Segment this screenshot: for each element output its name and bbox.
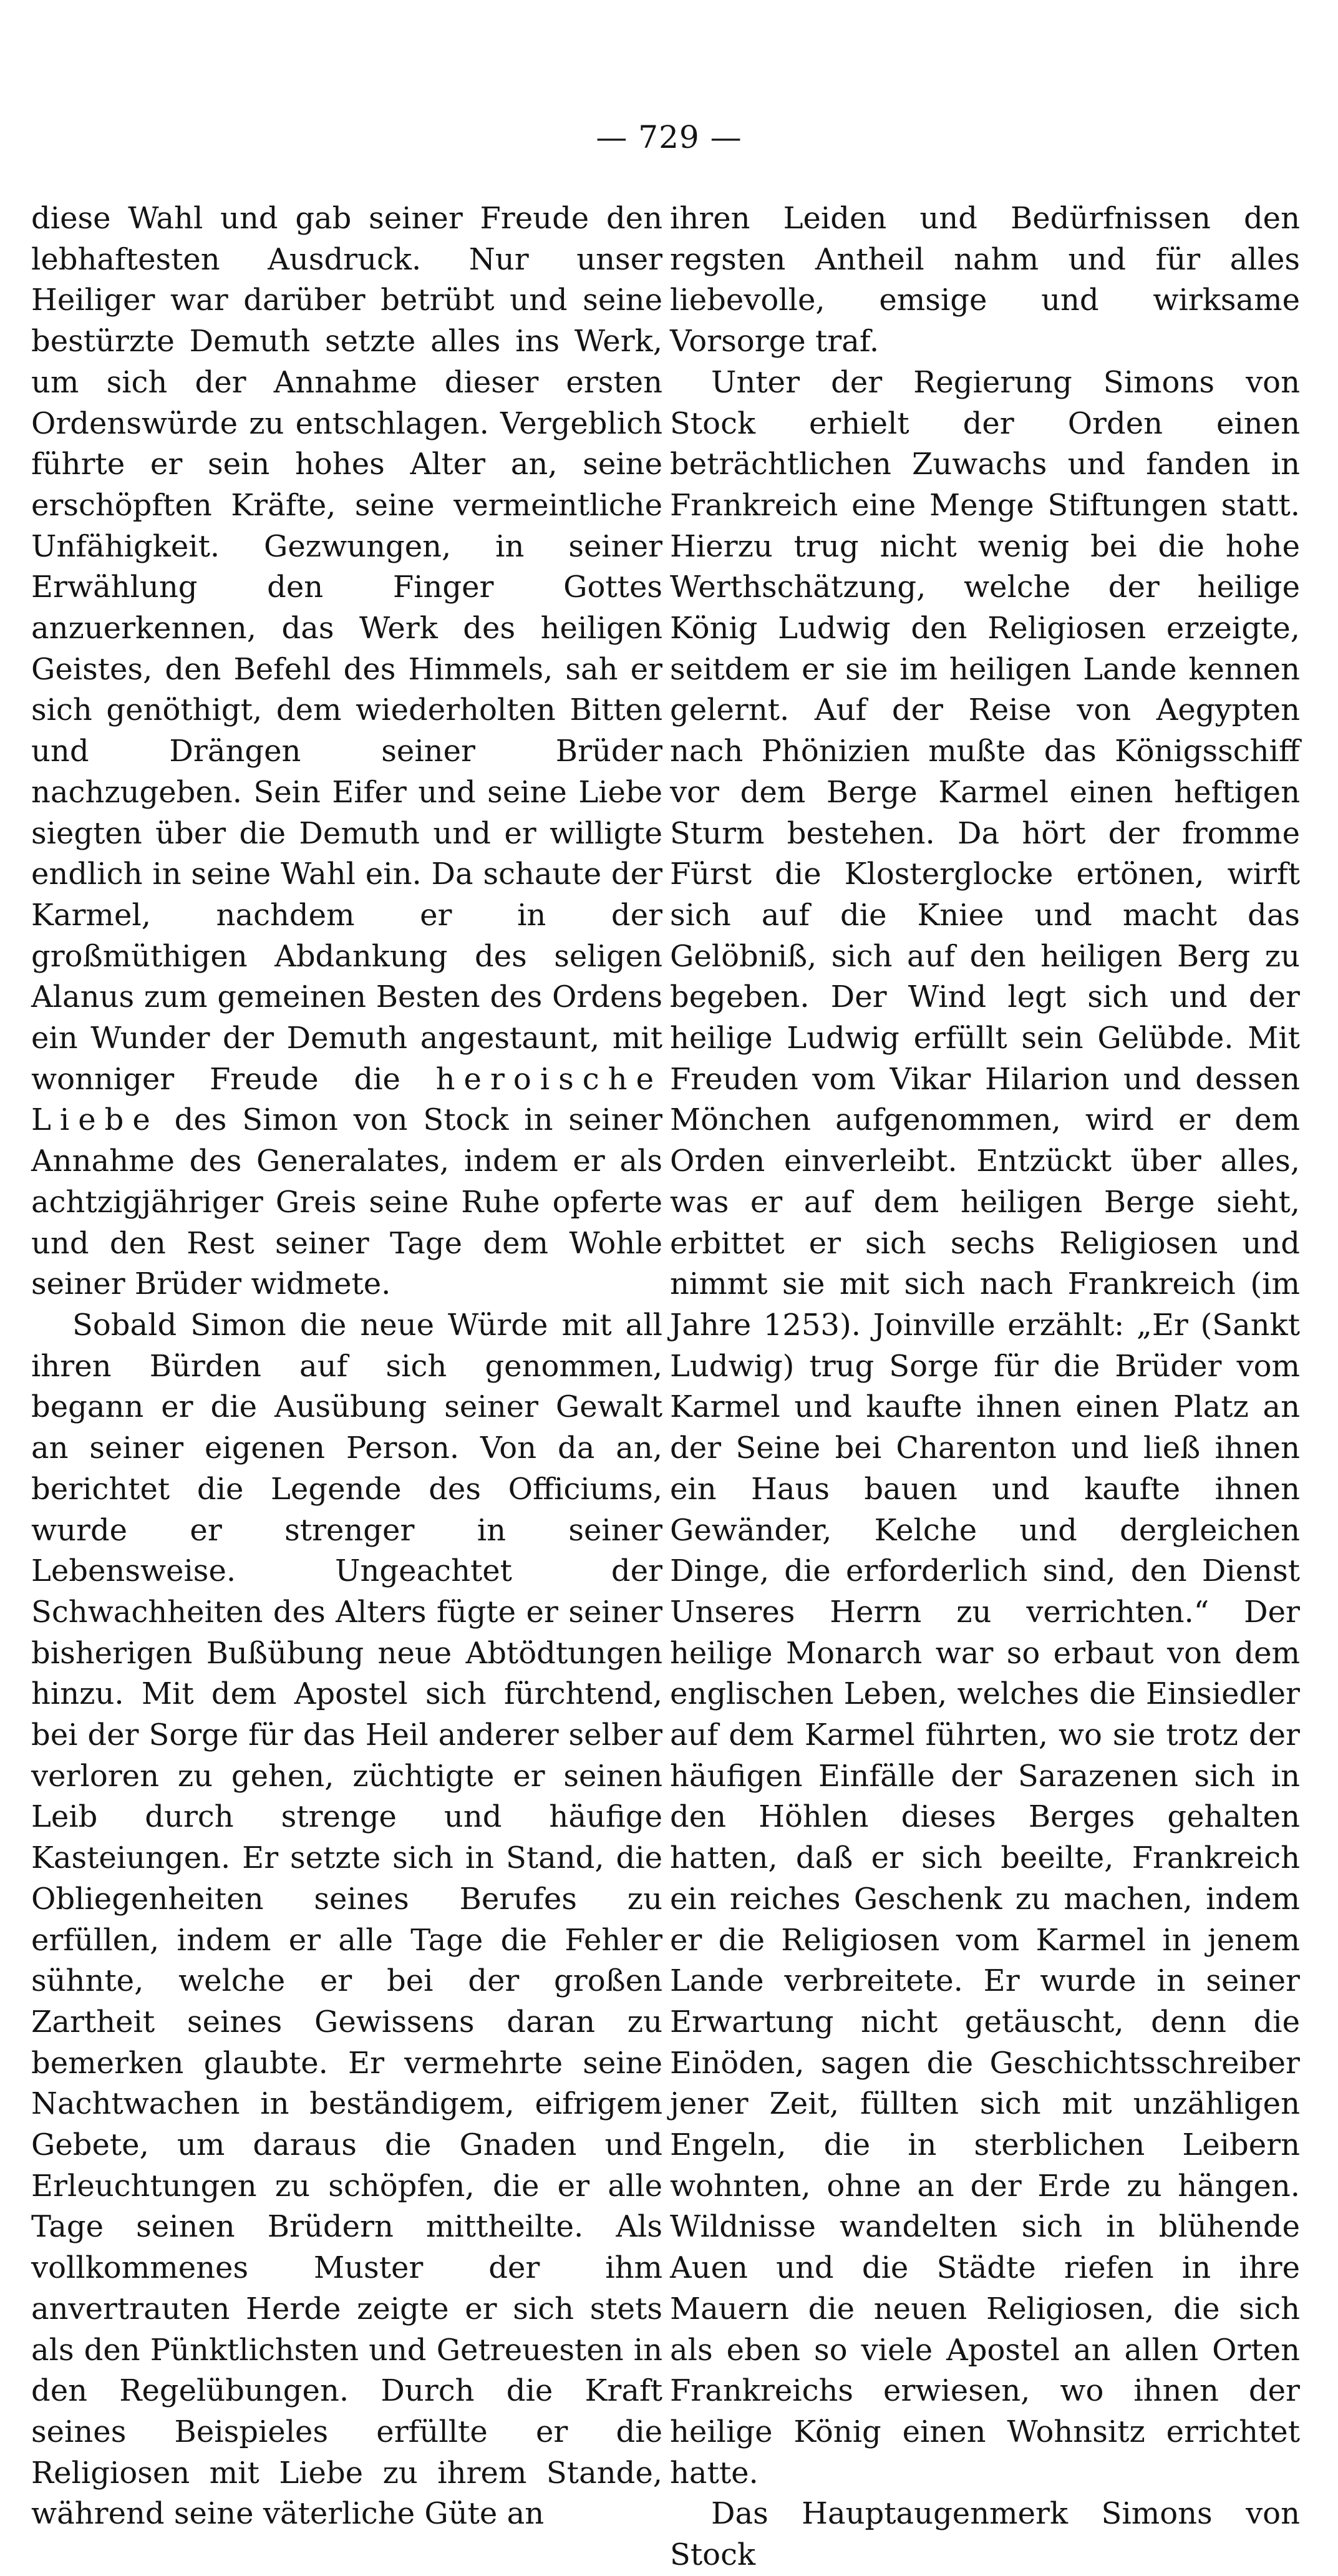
right-column (670, 198, 1300, 2576)
left-paragraph-2: Sobald Simon die neue Würde mit all ihren Bürden auf sich genommen, begann er die Ausübung seiner Gewalt an seiner eigenen Person. Von da an, berichtet die Legende des Officiums, wurde er strenger in seiner Lebensweise. Ungeachtet der Schwachheiten des Alters fügte er seiner bisherigen Bußübung neue Abtödtungen hinzu. Mit dem Apostel sich fürchtend, bei der Sorge für das Heil anderer selber verloren zu gehen, züchtigte er seinen Leib durch strenge und häufige Kasteiungen. Er setzte sich in Stand, die Obliegenheiten seines Berufes zu erfüllen, indem er alle Tage die Fehler sühnte, welche er bei der großen Zartheit seines Gewissens daran zu bemerken glaubte. Er vermehrte seine Nachtwachen in beständigem, eifrigem Gebete, um daraus die Gnaden und Erleuchtungen zu schöpfen, die er alle Tage seinen Brüdern mittheilte. Als vollkommenes Muster der ihm anvertrauten Herde zeigte er sich stets als den Pünktlichsten und Getreuesten in den Regelübungen. Durch die Kraft seines Beispieles erfüllte er die Religiosen mit Liebe zu ihrem Stande, während seine väterliche Güte an (31, 1307, 662, 2532)
emphasized-spaced-text: heroische Liebe (31, 1061, 662, 1138)
left-column (31, 198, 662, 2535)
page-number: — 729 — (596, 119, 742, 155)
left-paragraph-1 (31, 198, 662, 1305)
right-paragraph-1: ihren Leiden und Bedürfnissen den regsten Antheil nahm und für alles liebevolle, emsige und wirksame Vorsorge traf. (670, 201, 1300, 359)
left-paragraph-1-end: des Simon von Stock in seiner Annahme des Generalates, indem er als achtzigjähriger Greis seine Ruhe opferte und den Rest seiner Tage dem Wohle seiner Brüder widmete. (31, 1102, 662, 1302)
right-paragraph-2: Unter der Regierung Simons von Stock erhielt der Orden einen beträchtlichen Zuwachs und fanden in Frankreich eine Menge Stiftungen statt. Hierzu trug nicht wenig bei die hohe Werthschätzung, welche der heilige König Ludwig den Religiosen erzeigte, seitdem er sie im heiligen Lande kennen gelernt. Auf der Reise von Aegypten nach Phönizien mußte das Königsschiff vor dem Berge Karmel einen heftigen Sturm bestehen. Da hört der fromme Fürst die Klosterglocke ertönen, wirft sich auf die Kniee und macht das Gelöbniß, sich auf den heiligen Berg zu begeben. Der Wind legt sich und der heilige Ludwig erfüllt sein Gelübde. Mit Freuden vom Vikar Hilarion und dessen Mönchen aufgenommen, wird er dem Orden einverleibt. Entzückt über alles, was er auf dem heiligen Berge sieht, erbittet er sich sechs Religiosen und nimmt sie mit sich nach Frankreich (im Jahre 1253). Joinville erzählt: „Er (Sankt Ludwig) trug Sorge für die Brüder vom Karmel und kaufte ihnen einen Platz an der Seine bei Charenton und ließ ihnen ein Haus bauen und kaufte ihnen Gewänder, Kelche und dergleichen Dinge, die erforderlich sind, den Dienst Unseres Herrn zu verrichten.“ Der heilige Monarch war so erbaut von dem englischen Leben, welches die Einsiedler auf dem Karmel führten, wo sie trotz der häufigen Einfälle der Sarazenen sich in den Höhlen dieses Berges gehalten hatten, daß er sich beeilte, Frankreich ein reiches Geschenk zu machen, indem er die Religiosen vom Karmel in jenem Lande verbreitete. Er wurde in seiner Erwartung nicht getäuscht, denn die Einöden, sagen die Geschichtsschreiber jener Zeit, füllten sich mit unzähligen Engeln, die in sterblichen Leibern wohnten, ohne an der Erde zu hängen. Wildnisse wandelten sich in blühende Auen und die Städte riefen in ihre Mauern die neuen Religiosen, die sich als eben so viele Apostel an allen Orten Frankreichs erwiesen, wo ihnen der heilige König einen Wohnsitz errichtet hatte. (670, 364, 1300, 2491)
right-paragraph-3: Das Hauptaugenmerk Simons von Stock (670, 2496, 1300, 2573)
left-paragraph-1-text: diese Wahl und gab seiner Freude den lebhaftesten Ausdruck. Nur unser Heiliger war darüber betrübt und seine bestürzte Demuth setzte alles ins Werk, um sich der Annahme dieser ersten Ordenswürde zu entschlagen. Vergeblich führte er sein hohes Alter an, seine erschöpften Kräfte, seine vermeintliche Unfähigkeit. Gezwungen, in seiner Erwählung den Finger Gottes anzuerkennen, das Werk des heiligen Geistes, den Befehl des Himmels, sah er sich genöthigt, dem wiederholten Bitten und Drängen seiner Brüder nachzugeben. Sein Eifer und seine Liebe siegten über die Demuth und er willigte endlich in seine Wahl ein. Da schaute der Karmel, nachdem er in der großmüthigen Abdankung des seligen Alanus zum gemeinen Besten des Ordens ein Wunder der Demuth angestaunt, mit wonniger Freude die (31, 201, 662, 1097)
